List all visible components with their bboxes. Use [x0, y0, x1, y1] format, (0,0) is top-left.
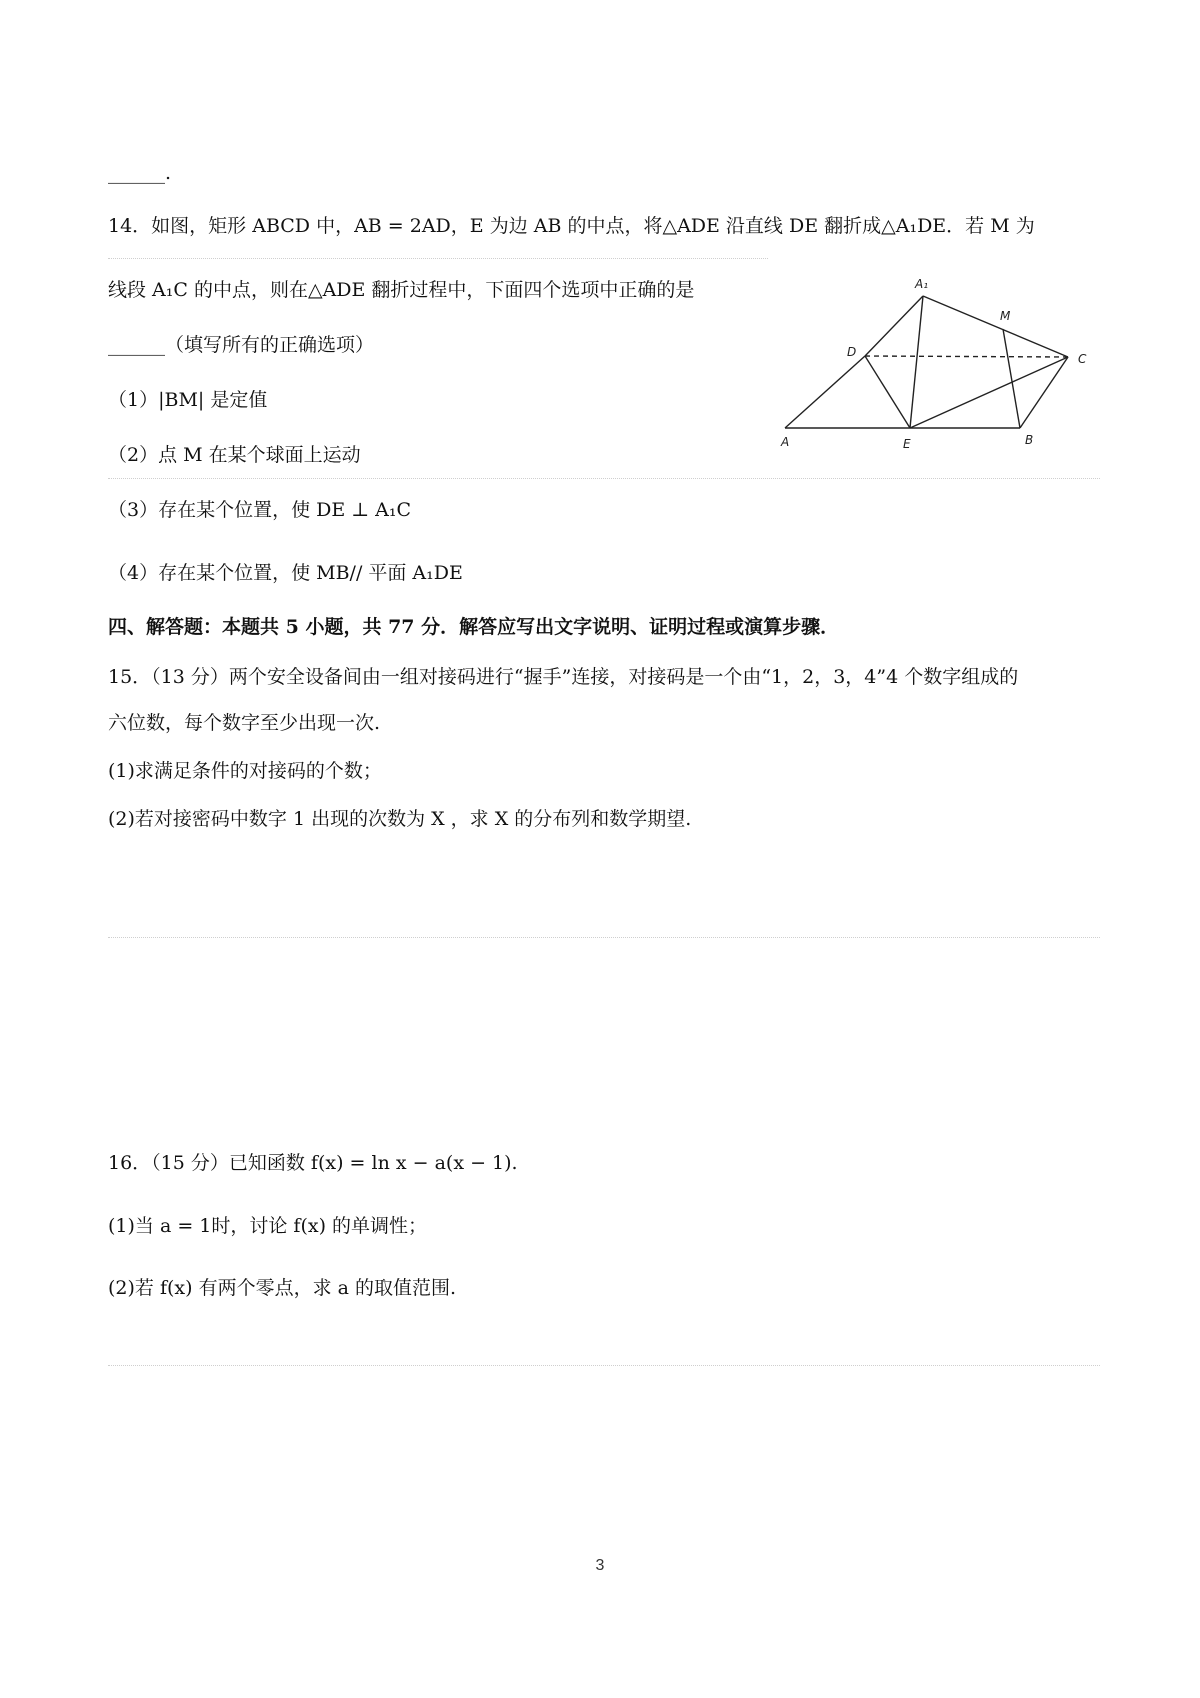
q15-part2: (2)若对接密码中数字 1 出现的次数为 X ，求 X 的分布列和数学期望. — [108, 808, 692, 830]
label-B: B — [1025, 433, 1034, 447]
q14-answer-blank: ______（填写所有的正确选项） — [108, 334, 375, 356]
edge-A1E — [910, 296, 923, 428]
q14-option-1: （1）|BM| 是定值 — [108, 389, 268, 411]
q15-stem-line2: 六位数，每个数字至少出现一次. — [108, 712, 381, 734]
dotted-separator — [108, 1365, 1100, 1366]
q14-stem-line2: 线段 A₁C 的中点，则在△ADE 翻折过程中，下面四个选项中正确的是 — [108, 279, 695, 301]
edge-A1C — [923, 296, 1068, 357]
label-M: M — [1000, 309, 1011, 323]
q16-stem: 16．（15 分）已知函数 f(x) = ln x − a(x − 1). — [108, 1152, 518, 1174]
dotted-separator — [108, 258, 768, 259]
q14-option-4: （4）存在某个位置，使 MB// 平面 A₁DE — [108, 562, 463, 584]
q16-part2: (2)若 f(x) 有两个零点，求 a 的取值范围. — [108, 1277, 457, 1299]
edge-AD — [785, 356, 865, 428]
segment-MB — [1003, 329, 1020, 428]
folding-rectangle-figure — [775, 268, 1105, 458]
q15-stem-line1: 15．（13 分）两个安全设备间由一组对接码进行“握手”连接，对接码是一个由“1，2，3，4”4 个数字组成的 — [108, 666, 1019, 688]
figure-svg — [775, 268, 1105, 458]
edge-DA1 — [865, 296, 923, 356]
dotted-separator — [108, 478, 1100, 479]
hidden-edge-DC — [865, 356, 1068, 357]
label-E: E — [903, 437, 911, 451]
q15-part1: (1)求满足条件的对接码的个数； — [108, 760, 382, 782]
q16-part1: (1)当 a = 1时，讨论 f(x) 的单调性； — [108, 1215, 428, 1237]
q14-stem-line1: 14．如图，矩形 ABCD 中，AB = 2AD，E 为边 AB 的中点，将△ADE 沿直线 DE 翻折成△A₁DE．若 M 为 — [108, 215, 1035, 237]
page-number: 3 — [595, 1557, 605, 1574]
q14-option-3: （3）存在某个位置，使 DE ⊥ A₁C — [108, 499, 412, 521]
label-A1: A₁ — [915, 277, 929, 291]
label-C: C — [1078, 352, 1087, 366]
label-A: A — [781, 435, 790, 449]
previous-answer-blank: ______. — [108, 162, 172, 184]
label-D: D — [847, 345, 857, 359]
edge-DE — [865, 356, 910, 428]
q14-option-2: （2）点 M 在某个球面上运动 — [108, 444, 361, 466]
section-heading: 四、解答题：本题共 5 小题，共 77 分．解答应写出文字说明、证明过程或演算步骤． — [108, 616, 840, 638]
dotted-separator — [108, 937, 1100, 938]
